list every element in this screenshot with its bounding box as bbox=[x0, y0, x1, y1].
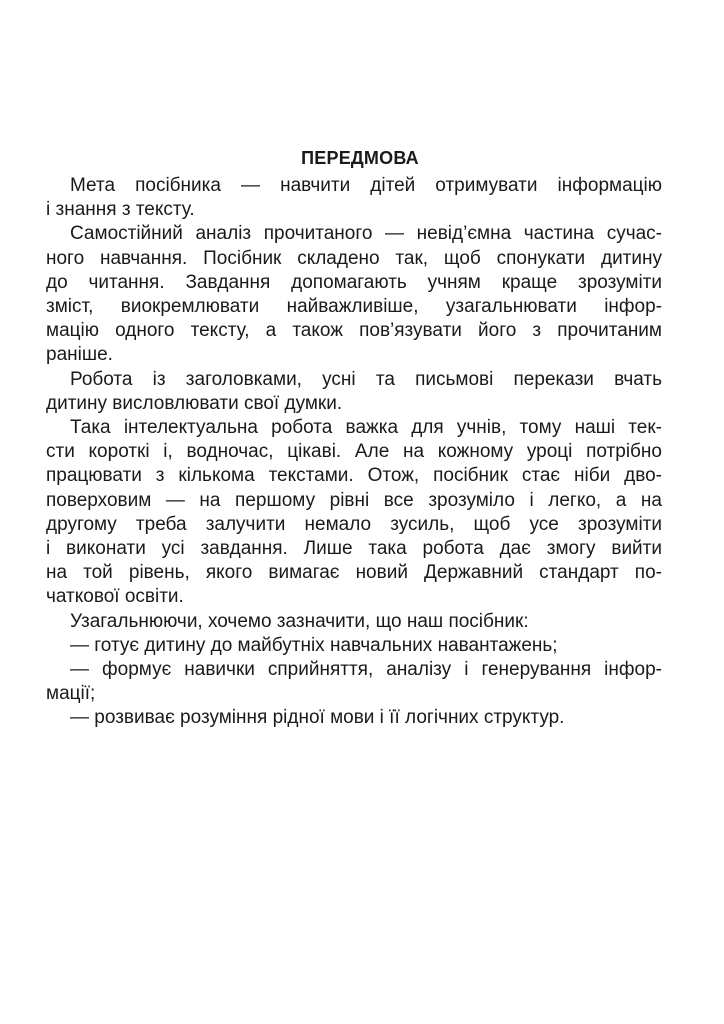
list-item: — готує дитину до майбутніх навчальних навантажень; bbox=[70, 634, 558, 656]
text-line: Робота із заголовками, усні та письмові перекази вчать bbox=[70, 368, 662, 390]
text-line: на той рівень, якого вимагає новий Державний стандарт по- bbox=[46, 562, 662, 584]
text-line: другому треба залучити немало зусиль, щоб усе зрозуміти bbox=[46, 513, 662, 535]
text-line: раніше. bbox=[46, 344, 113, 366]
text-line: дитину висловлювати свої думки. bbox=[46, 392, 343, 414]
text-line: і виконати усі завдання. Лише така робота дає змогу вийти bbox=[46, 538, 662, 560]
text-line: Така інтелектуальна робота важка для учнів, тому наші тек- bbox=[70, 417, 662, 439]
text-line: до читання. Завдання допомагають учням краще зрозуміти bbox=[46, 271, 662, 293]
text-line: Самостійний аналіз прочитаного — невід’ємна частина сучас- bbox=[70, 223, 662, 245]
text-line: сти короткі і, водночас, цікаві. Але на кожному уроці потрібно bbox=[46, 441, 662, 463]
text-line: Узагальнюючи, хочемо зазначити, що наш посібник: bbox=[70, 610, 529, 632]
preface-page bbox=[46, 142, 662, 731]
page-title: ПЕРЕДМОВА bbox=[301, 148, 419, 168]
list-item: — розвиває розуміння рідної мови і її логічних структур. bbox=[70, 707, 565, 729]
text-line: мації; bbox=[46, 683, 96, 705]
preface-text bbox=[46, 174, 662, 731]
text-line: чаткової освіти. bbox=[46, 586, 184, 608]
list-item: — формує навички сприйняття, аналізу і генерування інфор- bbox=[70, 659, 662, 681]
text-line: мацію одного тексту, а також пов’язувати його з прочитаним bbox=[46, 320, 662, 342]
text-line: зміст, виокремлювати найважливіше, узагальнювати інфор- bbox=[46, 296, 662, 318]
text-line: ного навчання. Посібник складено так, щоб спонукати дитину bbox=[46, 247, 662, 269]
text-line: працювати з кількома текстами. Отож, посібник стає ніби дво- bbox=[46, 465, 662, 487]
text-line: поверховим — на першому рівні все зрозуміло і легко, а на bbox=[46, 489, 662, 511]
text-line: і знання з тексту. bbox=[46, 199, 195, 221]
text-line: Мета посібника — навчити дітей отримувати інформацію bbox=[70, 175, 662, 196]
